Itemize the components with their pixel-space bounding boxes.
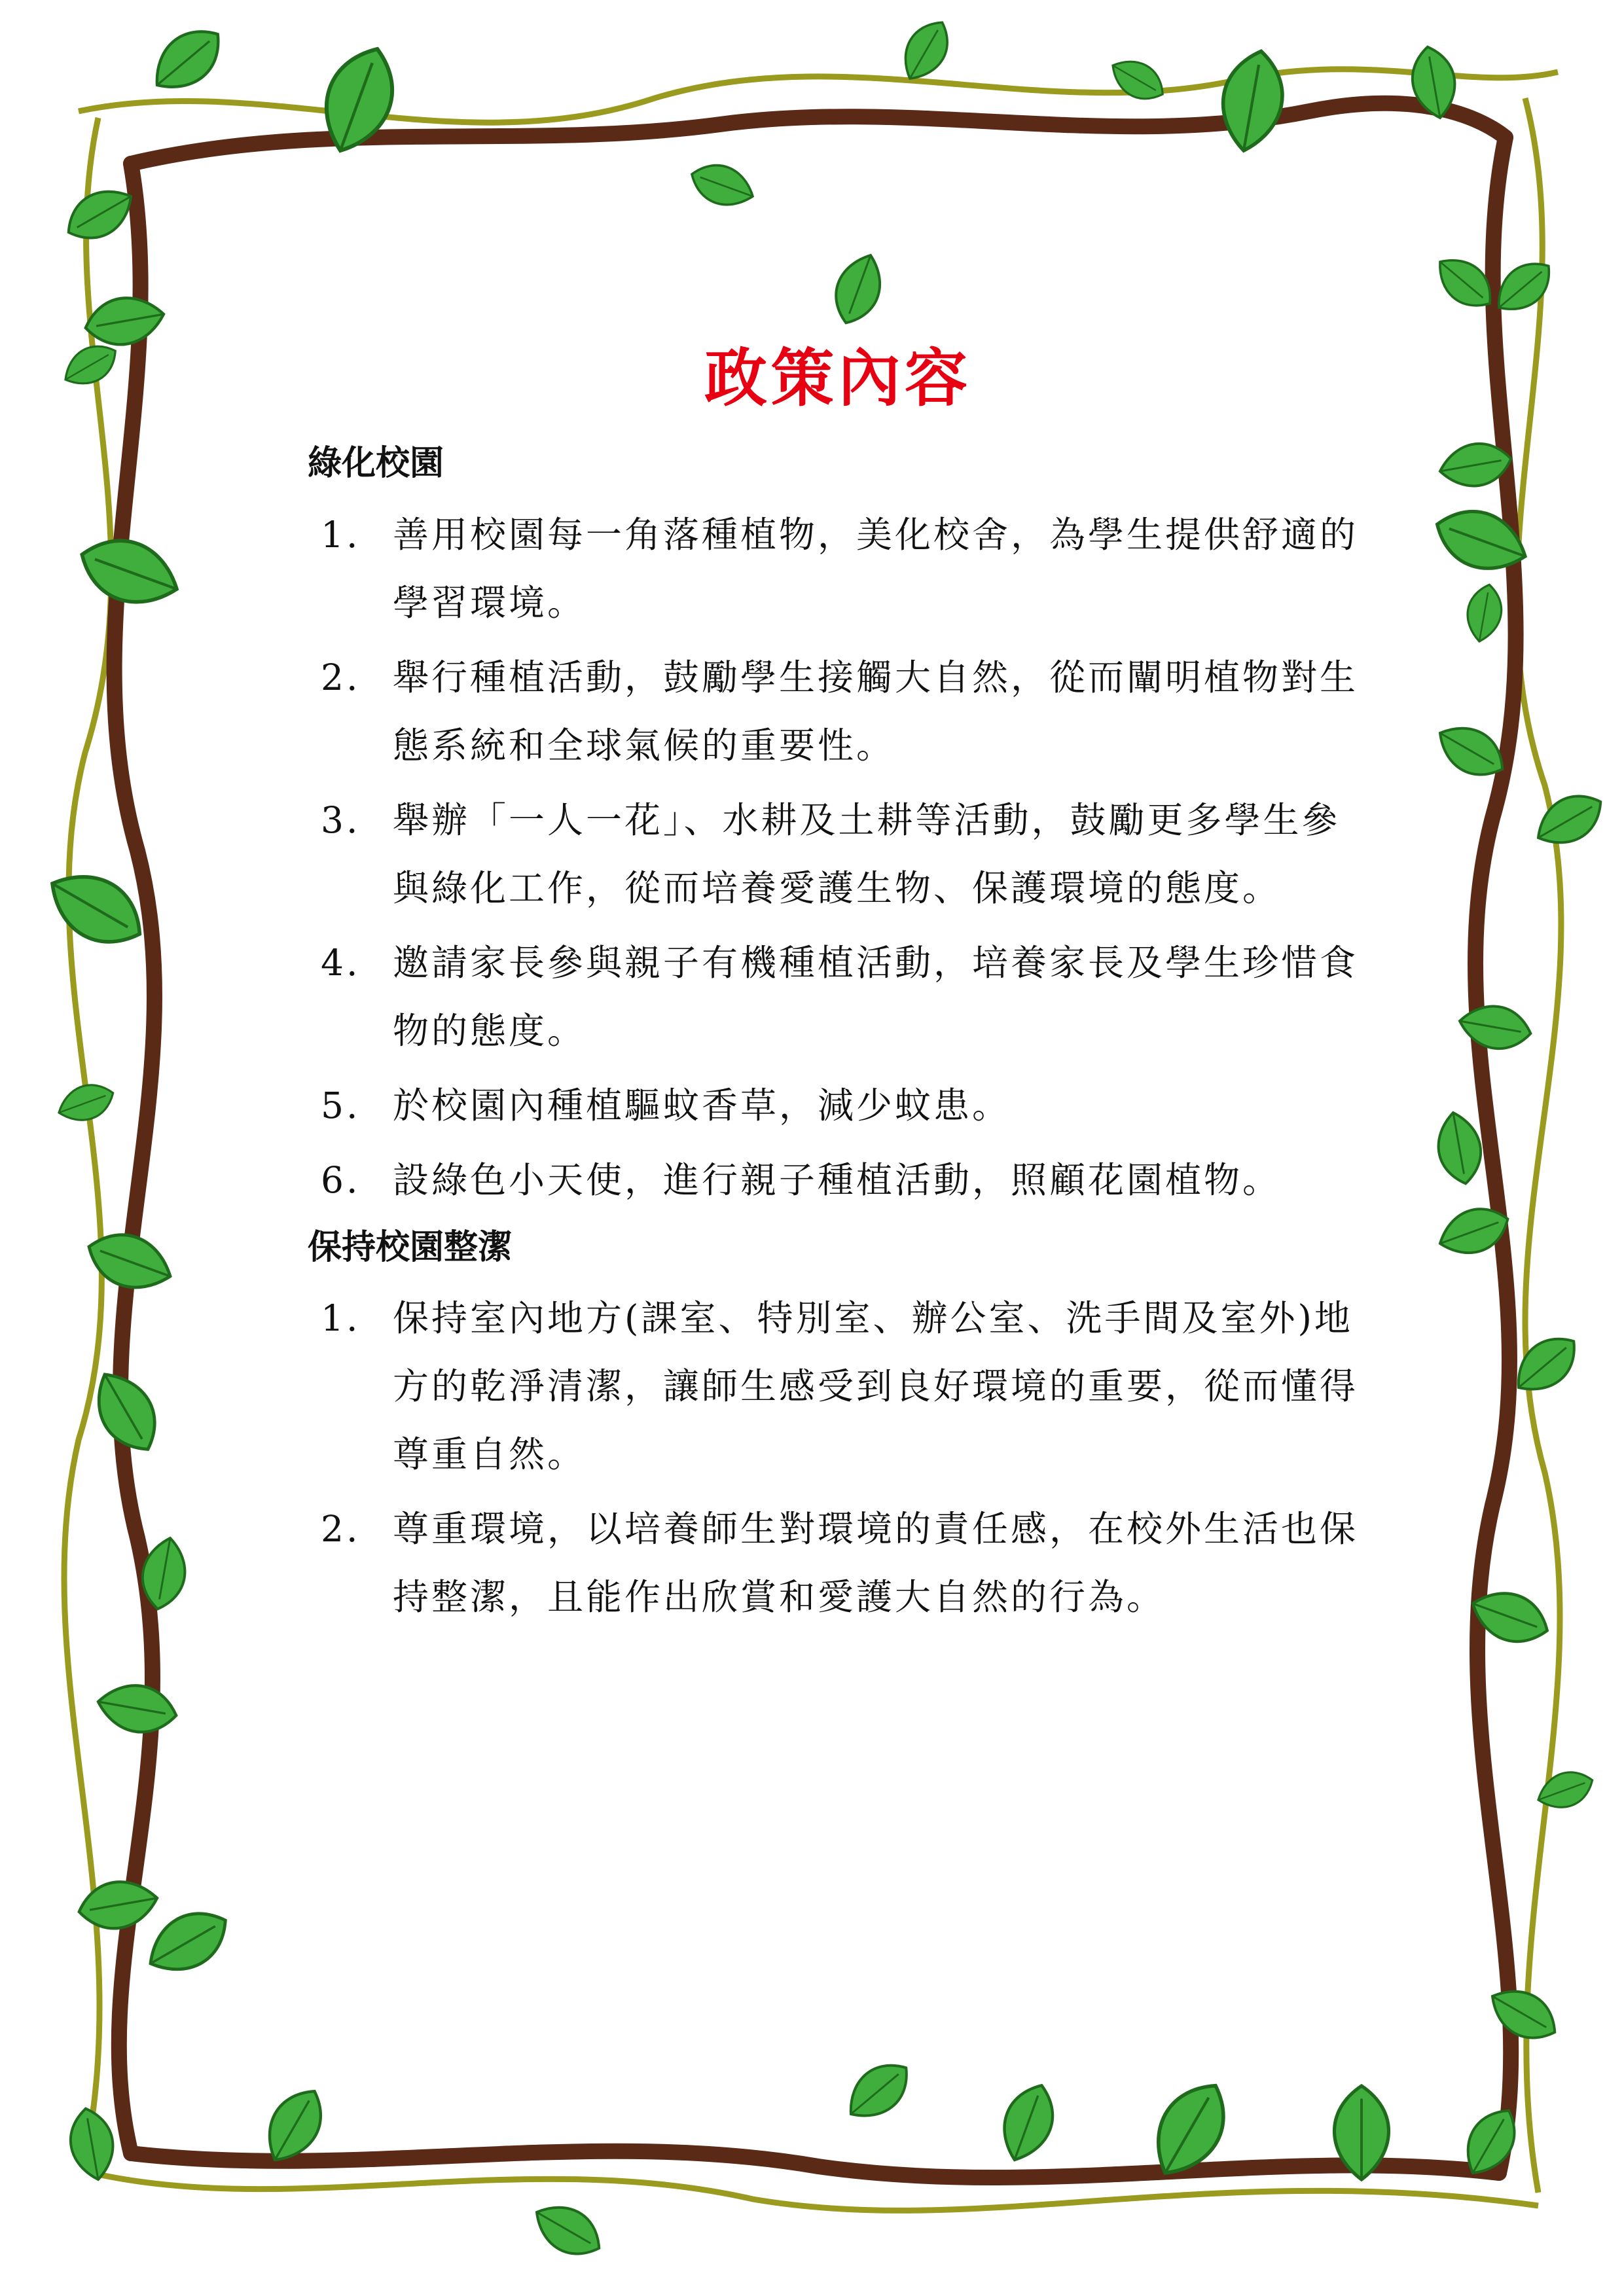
section-heading: 綠化校園 (308, 444, 444, 484)
leaf (1104, 51, 1171, 109)
leaf (65, 2105, 118, 2183)
item-text: 於校園內種植驅蚊香草，減少蚊患。 (393, 1084, 1011, 1126)
page-title: 政策內容 (704, 341, 971, 415)
item-text: 保持室內地方(課室、特別室、辦公室、洗手間及室外)地方的乾淨清潔，讓師生感受到良好環境的重要，從而懂得尊重自然。 (393, 1297, 1359, 1476)
leaf (94, 1679, 180, 1738)
tendril-right (1517, 98, 1561, 2193)
leaf (1433, 1109, 1487, 1187)
list-item (308, 1284, 1368, 1488)
leaf (75, 1875, 161, 1934)
item-number: 2. (321, 656, 361, 698)
item-number: 3. (321, 798, 361, 841)
leaf (526, 2194, 609, 2266)
vine-left (115, 164, 154, 2153)
leaf (138, 1899, 238, 1985)
leaf (81, 1223, 179, 1300)
leaf (1505, 1325, 1587, 1404)
leaf (1215, 46, 1290, 156)
section-heading: 保持校園整潔 (308, 1227, 513, 1267)
list-item (308, 1146, 1368, 1214)
policy-content (308, 340, 1368, 1638)
leaf (72, 527, 187, 617)
section-greening (308, 442, 1368, 1214)
leaf (993, 2077, 1063, 2168)
list-item (308, 501, 1368, 637)
leaf (142, 16, 232, 103)
policy-list (308, 1284, 1368, 1631)
item-number: 4. (321, 941, 361, 984)
leaf (53, 1077, 118, 1128)
section-cleanliness (308, 1226, 1368, 1632)
item-number: 6. (321, 1158, 361, 1201)
list-item (308, 929, 1368, 1065)
leaf (1528, 783, 1611, 855)
tendril-left (64, 118, 111, 2160)
leaf (826, 248, 890, 330)
list-item (308, 643, 1368, 780)
leaf (893, 13, 958, 88)
tendril-bottom (92, 2173, 1538, 2210)
leaf (1463, 582, 1506, 645)
item-text: 尊重環境，以培養師生對環境的責任感，在校外生活也保持整潔，且能作出欣賞和愛護大自然的行為。 (393, 1508, 1359, 1619)
item-number: 5. (321, 1084, 361, 1126)
policy-list (308, 501, 1368, 1214)
vine-bottom (131, 2151, 1499, 2178)
list-item (308, 786, 1368, 922)
list-item (308, 1495, 1368, 1631)
item-text: 舉行種植活動，鼓勵學生接觸大自然，從而闡明植物對生態系統和全球氣候的重要性。 (393, 656, 1359, 766)
leaf (685, 156, 759, 214)
list-item (308, 1071, 1368, 1139)
leaf (1456, 1001, 1534, 1054)
item-text: 邀請家長參與親子有機種植活動，培養家長及學生珍惜食物的態度。 (393, 941, 1359, 1052)
item-text: 善用校園每一角落種植物，美化校舍，為學生提供舒適的學習環境。 (393, 513, 1359, 624)
item-number: 2. (321, 1508, 361, 1551)
leaf (1532, 1765, 1598, 1816)
leaf (837, 2052, 919, 2130)
item-number: 1. (321, 1297, 361, 1340)
item-text: 舉辦「一人一花」、水耕及土耕等活動，鼓勵更多學生參與綠化工作，從而培養愛護生物、保護環境的態度。 (393, 798, 1341, 909)
item-number: 1. (321, 513, 361, 556)
item-text: 設綠色小天使，進行親子種植活動，照顧花園植物。 (393, 1158, 1282, 1201)
